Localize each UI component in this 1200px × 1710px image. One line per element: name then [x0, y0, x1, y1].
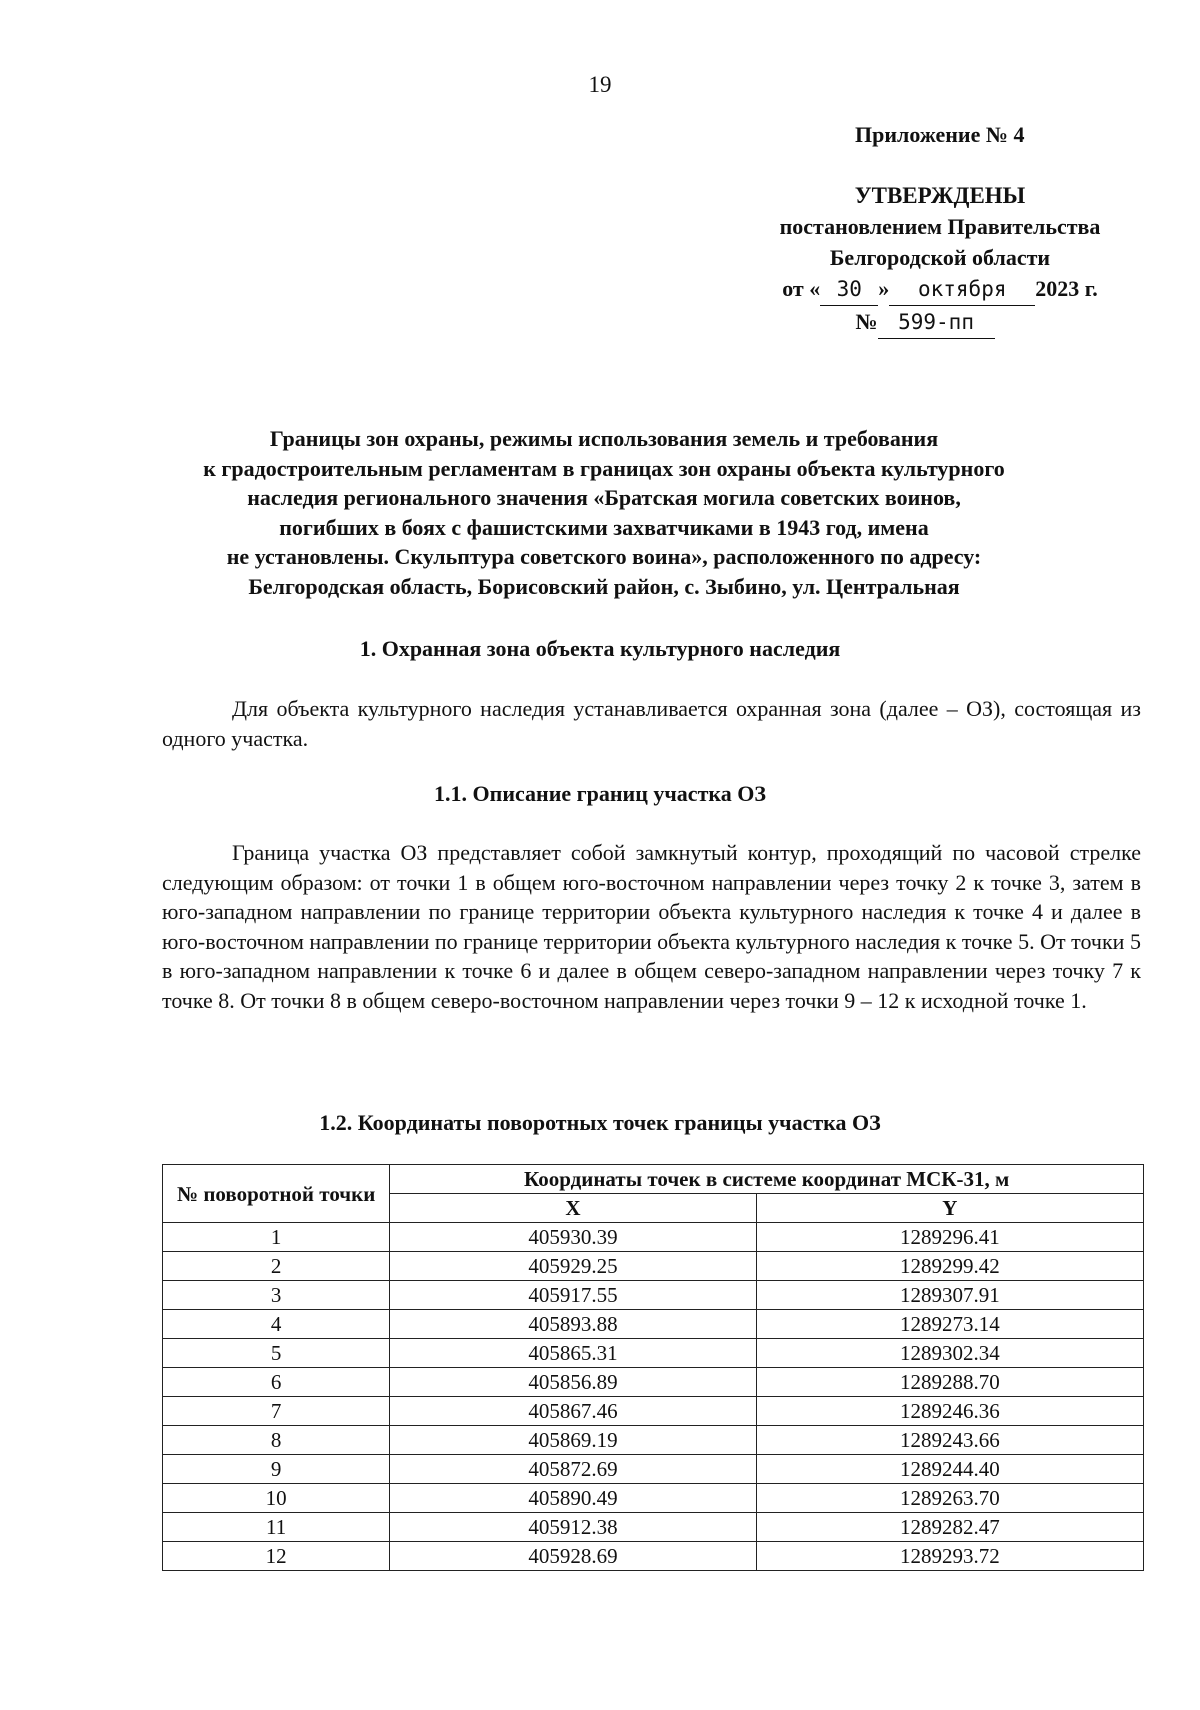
coord-x: 405893.88	[390, 1310, 756, 1339]
coord-y: 1289282.47	[756, 1513, 1143, 1542]
section-1-heading: 1. Охранная зона объекта культурного наследия	[359, 636, 841, 661]
section-1-2-heading: 1.2. Координаты поворотных точек границы участка ОЗ	[319, 1110, 881, 1135]
table-row	[163, 1310, 1144, 1339]
coord-x: 405867.46	[390, 1397, 756, 1426]
coord-y: 1289244.40	[756, 1455, 1143, 1484]
approval-number: 599-пп	[878, 307, 995, 339]
table-row	[163, 1542, 1144, 1571]
point-number: 6	[163, 1368, 390, 1397]
coord-y: 1289293.72	[756, 1542, 1143, 1571]
coord-x: 405930.39	[390, 1223, 756, 1252]
date-mid: »	[878, 276, 890, 301]
coord-x: 405929.25	[390, 1252, 756, 1281]
table-row	[163, 1484, 1144, 1513]
point-number: 12	[163, 1542, 390, 1571]
table-row	[163, 1426, 1144, 1455]
title-line: не установлены. Скульптура советского воина», расположенного по адресу:	[226, 544, 982, 569]
header-y: Y	[756, 1194, 1143, 1223]
point-number: 10	[163, 1484, 390, 1513]
title-line: к градостроительным регламентам в границах зон охраны объекта культурного	[203, 455, 1005, 481]
point-number: 8	[163, 1426, 390, 1455]
point-number: 1	[163, 1223, 390, 1252]
table-row	[163, 1339, 1144, 1368]
appendix-label: Приложение № 4	[855, 122, 1025, 147]
approval-line-2: Белгородской области	[829, 245, 1051, 270]
approval-block	[740, 180, 1140, 339]
point-number: 11	[163, 1513, 390, 1542]
title-line: Белгородская область, Борисовский район, с. Зыбино, ул. Центральная	[248, 573, 960, 599]
document-title	[150, 424, 1058, 601]
header-point-number: № поворотной точки	[163, 1165, 390, 1223]
approval-day: 30	[820, 274, 878, 306]
coord-x: 405928.69	[390, 1542, 756, 1571]
coord-y: 1289296.41	[756, 1223, 1143, 1252]
coord-x: 405865.31	[390, 1339, 756, 1368]
coord-y: 1289263.70	[756, 1484, 1143, 1513]
date-prefix: от «	[782, 276, 821, 301]
approval-date-line	[740, 273, 1140, 306]
table-row	[163, 1513, 1144, 1542]
point-number: 9	[163, 1455, 390, 1484]
section-1-1-text: Граница участка ОЗ представляет собой замкнутый контур, проходящий по часовой стрелке следующим образом: от точки 1 в общем юго-восточном направлении через точку 2 к точке 3, затем в юго-западном направлении по границе территории объекта культурного наследия к точке 4 и далее в юго-восточном направлении по границе территории объекта культурного наследия к точке 5. От точки 5 в юго-западном направлении к точке 6 и далее в общем северо-западном направлении через точку 7 к точке 8. От точки 8 в общем северо-восточном направлении через точки 9 – 12 к исходной точке 1.	[162, 840, 1141, 1013]
section-1-text: Для объекта культурного наследия устанавливается охранная зона (далее – ОЗ), состоящая из одного участка.	[162, 696, 1141, 751]
point-number: 7	[163, 1397, 390, 1426]
coord-y: 1289273.14	[756, 1310, 1143, 1339]
table-row	[163, 1455, 1144, 1484]
coord-x: 405856.89	[390, 1368, 756, 1397]
header-coordinates: Координаты точек в системе координат МСК-31, м	[390, 1165, 1144, 1194]
section-1-1-heading: 1.1. Описание границ участка ОЗ	[434, 781, 766, 806]
coord-y: 1289243.66	[756, 1426, 1143, 1455]
title-line: Границы зон охраны, режимы использования земель и требования	[269, 426, 939, 451]
coord-y: 1289299.42	[756, 1252, 1143, 1281]
point-number: 5	[163, 1339, 390, 1368]
coord-x: 405912.38	[390, 1513, 756, 1542]
table-row	[163, 1368, 1144, 1397]
table-row	[163, 1397, 1144, 1426]
coord-y: 1289302.34	[756, 1339, 1143, 1368]
approval-year: 2023 г.	[1035, 276, 1098, 301]
approval-number-line	[740, 306, 1110, 339]
title-line: наследия регионального значения «Братская могила советских воинов,	[247, 485, 961, 510]
table-row	[163, 1281, 1144, 1310]
coord-y: 1289288.70	[756, 1368, 1143, 1397]
coord-y: 1289246.36	[756, 1397, 1143, 1426]
point-number: 3	[163, 1281, 390, 1310]
approval-line-1: постановлением Правительства	[779, 214, 1101, 239]
table-row	[163, 1252, 1144, 1281]
table-row	[163, 1223, 1144, 1252]
coord-y: 1289307.91	[756, 1281, 1143, 1310]
point-number: 2	[163, 1252, 390, 1281]
number-prefix: №	[855, 309, 878, 334]
coord-x: 405872.69	[390, 1455, 756, 1484]
approval-title: УТВЕРЖДЕНЫ	[854, 183, 1026, 208]
coord-x: 405890.49	[390, 1484, 756, 1513]
approval-month: октября	[889, 274, 1035, 306]
point-number: 4	[163, 1310, 390, 1339]
header-x: X	[390, 1194, 756, 1223]
coord-x: 405869.19	[390, 1426, 756, 1455]
coord-x: 405917.55	[390, 1281, 756, 1310]
page-number: 19	[588, 72, 612, 97]
title-line: погибших в боях с фашистскими захватчиками в 1943 год, имена	[279, 514, 929, 540]
table-body	[163, 1223, 1144, 1571]
coordinates-table	[162, 1164, 1144, 1571]
